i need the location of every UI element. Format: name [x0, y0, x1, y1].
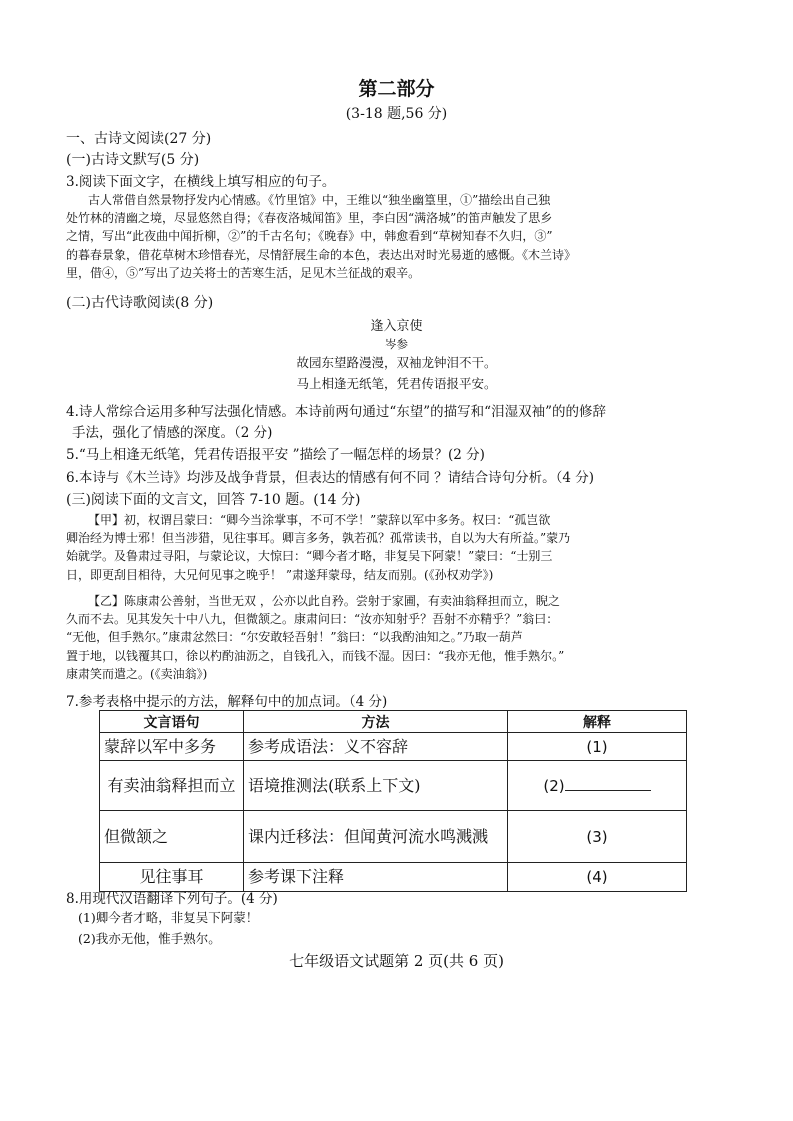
- passage-line: 始就学。及鲁肃过寻阳，与蒙论议，大惊曰：“卿今者才略，非复吴下阿蒙！”蒙曰：“士别三: [66, 549, 553, 564]
- passage-b: [66, 592, 738, 683]
- answer-blank-line: [565, 778, 651, 791]
- table-cell-sentence: 但微颔之: [100, 811, 244, 863]
- poem-author: 岑参: [385, 337, 408, 351]
- table-cell-method: 课内迁移法：但闻黄河流水鸣溅溅: [244, 811, 508, 863]
- table-cell-method: 语境推测法(联系上下文): [244, 761, 508, 811]
- question-8: 8.用现代汉语翻译下列句子。(4 分): [66, 891, 278, 907]
- table-cell-answer: (3): [508, 811, 687, 863]
- passage-line: 之情，写出“此夜曲中闻折柳，②”的千古名句；《晚春》中，韩愈看到“草树知春不久归，③”: [66, 229, 553, 244]
- table-cell-answer: (1): [508, 733, 687, 761]
- answer-label: (2): [543, 776, 565, 795]
- question-6: 6.本诗与《木兰诗》均涉及战争背景，但表达的情感有何不同 ？请结合诗句分析。（4 分): [66, 470, 595, 486]
- passage-line: 【乙】陈康肃公善射，当世无双 ，公亦以此自矜。尝射于家圃，有卖油翁释担而立，睨之: [88, 594, 560, 608]
- explanation-table: [99, 710, 687, 892]
- passage-line: 处竹林的清幽之境，尽显悠然自得；《春夜洛城闻笛》里，李白因“满洛城”的笛声触发了思乡: [66, 211, 553, 226]
- passage-line: 卿治经为博士邪！但当涉猎，见往事耳。卿言多务，孰若孤？孤常读书，自以为大有所益。”蒙乃: [66, 531, 571, 546]
- table-cell-answer: (4): [508, 863, 687, 892]
- poem-line: 故园东望路漫漫，双袖龙钟泪不干。: [296, 355, 497, 370]
- heading-poetry-reading: (二)古代诗歌阅读(8 分): [66, 295, 214, 311]
- table-cell-method: 参考课下注释: [244, 863, 508, 892]
- heading-classical-reading: 一、古诗文阅读(27 分): [66, 131, 212, 147]
- question-8-item-2: (2)我亦无他，惟手熟尔。: [78, 931, 221, 946]
- table-cell-sentence: 有卖油翁释担而立: [100, 761, 244, 811]
- poem-line: 马上相逢无纸笔，凭君传语报平安。: [296, 376, 497, 391]
- passage-line: 里，借④，⑤”写出了边关将士的苦寒生活，足见木兰征战的艰辛。: [66, 265, 421, 280]
- question-3-prompt: 3.阅读下面文字，在横线上填写相应的句子。: [66, 174, 336, 190]
- passage-line: 久而不去。见其发矢十中八九，但微颔之。康肃问曰：“汝亦知射乎？吾射不亦精乎？”翁曰：: [66, 612, 559, 627]
- table-cell-answer: [508, 761, 687, 811]
- question-5: 5.“马上相逢无纸笔，凭君传语报平安 ”描绘了一幅怎样的场景？(2 分): [66, 447, 485, 463]
- passage-line: 【甲】初，权谓吕蒙曰：“卿今当涂掌事，不可不学！”蒙辞以军中多务。权曰：“孤岂欲: [88, 513, 551, 527]
- table-header: 解释: [508, 711, 687, 733]
- table-cell-method: 参考成语法：义不容辞: [244, 733, 508, 761]
- table-row: [100, 761, 687, 811]
- question-4-line1: 4.诗人常综合运用多种写法强化情感。本诗前两句通过“东望”的描写和“泪湿双袖”的的修辞: [66, 404, 606, 420]
- passage-line: 日，即更刮目相待，大兄何见事之晚乎！ ”肃遂拜蒙母，结友而别。(《孙权劝学》): [66, 567, 494, 582]
- passage-a: [66, 511, 738, 584]
- table-header: 方法: [244, 711, 508, 733]
- passage-line: 古人常借自然景物抒发内心情感。《竹里馆》中，王维以“独坐幽篁里，①”描绘出自己独: [88, 193, 551, 207]
- table-row: [100, 733, 687, 761]
- table-header: 文言语句: [100, 711, 244, 733]
- section-title: 第二部分: [358, 78, 435, 100]
- table-cell-sentence: 见往事耳: [100, 863, 244, 892]
- passage-line: 康肃笑而遣之。(《卖油翁》): [66, 666, 208, 681]
- table-cell-sentence: 蒙辞以军中多务: [100, 733, 244, 761]
- table-row: [100, 811, 687, 863]
- heading-classical-prose: (三)阅读下面的文言文，回答 7-10 题。(14 分): [66, 492, 361, 508]
- question-4-line2: 手法，强化了情感的深度。（2 分): [72, 425, 273, 441]
- poem-title: 逢入京使: [370, 319, 423, 334]
- page-footer: 七年级语文试题第 2 页(共 6 页): [289, 952, 504, 970]
- question-7: 7.参考表格中提示的方法，解释句中的加点词。（4 分): [66, 694, 388, 710]
- passage-line: 置于地，以钱覆其口，徐以杓酌油沥之，自钱孔入，而钱不湿。因曰：“我亦无他，惟手熟尔。”: [66, 648, 565, 663]
- passage-line: “无他，但手熟尔。”康肃忿然曰：“尔安敢轻吾射！”翁曰：“以我酌油知之。”乃取一葫芦: [66, 630, 523, 645]
- question-8-item-1: (1)卿今者才略，非复吴下阿蒙！: [78, 910, 259, 925]
- section-subtitle: (3-18 题,56 分): [345, 106, 448, 122]
- poem: [0, 316, 793, 394]
- table-header-row: [100, 711, 687, 733]
- question-3-passage: [66, 191, 738, 282]
- heading-dictation: (一)古诗文默写(5 分): [66, 152, 200, 168]
- passage-line: 的暮春景象，借花草树木珍惜春光，尽情舒展生命的本色，表达出对时光易逝的感慨。《木兰诗》: [66, 247, 577, 262]
